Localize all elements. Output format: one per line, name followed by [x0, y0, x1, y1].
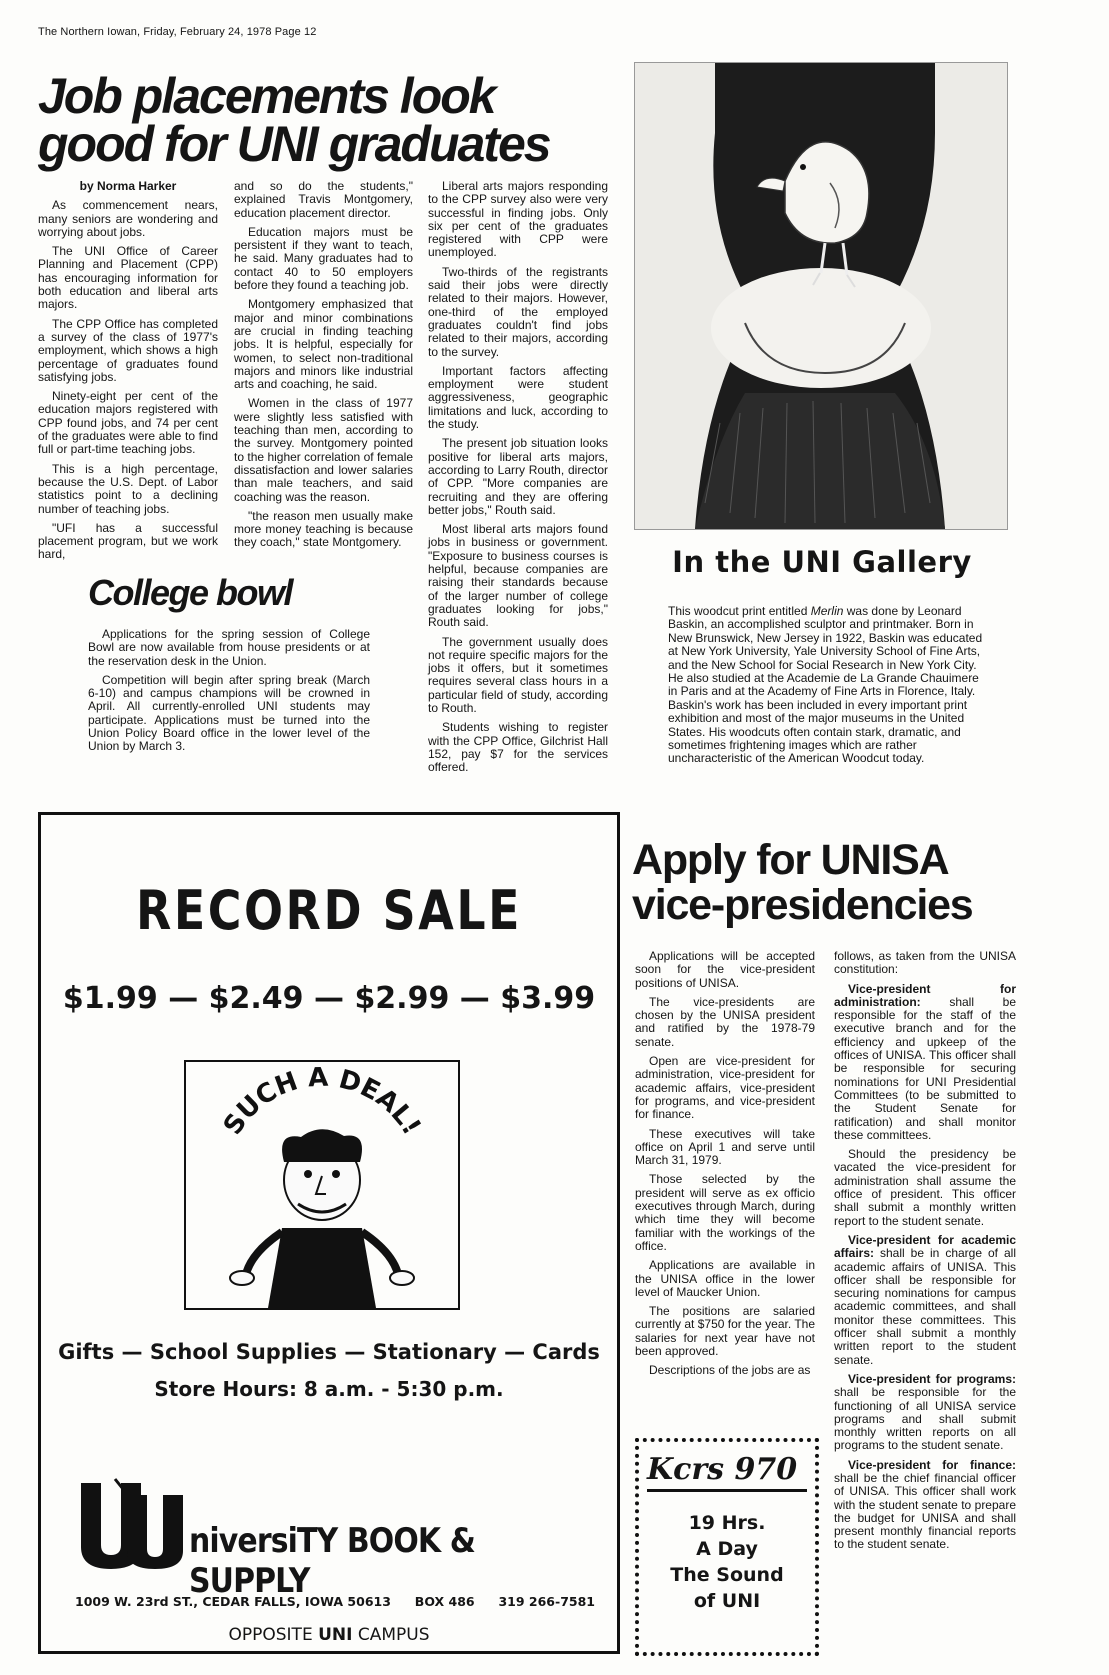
- paragraph: Women in the class of 1977 were slightly less satisfied with teaching than men, according to the survey. Montgomery pointed to the higher correlation of female dissatisfaction and lower salaries than male teachers, and said coaching was the reason.: [234, 396, 413, 504]
- store-box: BOX 486: [414, 1594, 475, 1609]
- paragraph: The government usually does not require specific majors for the jobs it offers, but it sometimes requires several class hours in a particular field of study, according to Routh.: [428, 634, 608, 715]
- cartoon-merchant-graphic: [186, 1062, 458, 1308]
- paragraph: Liberal arts majors responding to the CPP survey also were very successful in finding jobs. Only six per cent of the graduates registered with CPP were unemployed.: [428, 179, 608, 260]
- ad-products: Gifts — School Supplies — Stationary — Cards: [58, 1340, 600, 1364]
- paragraph: Applications are available in the UNISA office in the lower level of Maucker Union.: [635, 1258, 815, 1299]
- location-text: CAMPUS: [352, 1625, 430, 1645]
- store-phone: 319 266-7581: [498, 1594, 595, 1609]
- section-academic: [834, 1234, 1016, 1367]
- article-headline-unisa: [632, 838, 1072, 928]
- headline-line: Apply for UNISA: [632, 836, 949, 884]
- unisa-column-1: [635, 950, 815, 1384]
- section-text: shall be responsible for the functioning of all UNISA service programs and shall submit monthly written reports on all programs to the student senate.: [834, 1385, 1016, 1453]
- college-bowl-body: [88, 628, 370, 760]
- paragraph: Ninety-eight per cent of the education majors registered with CPP found jobs, and 74 per cent of the graduates were able to find full or part-time teaching jobs.: [38, 389, 218, 457]
- caption-text: was done by Leonard Baskin, an accomplished sculptor and printmaker. Born in New Brunswick, New Jersey in 1922, Baskin was educated at New York University, Yale University School of Fine Arts, and the New School for Social Research in New York City. He also studied at the Academie de La Grande Chauimere in Paris and at the Academy of Fine Arts in Florence, Italy. Baskin's work has been included in every important print exhibition and most of the major museums in the United States. His woodcuts often contain stark, dramatic, and sometimes frightening images which are rather uncharacteristic of the American Woodcut today.: [668, 604, 983, 766]
- kcrs-logo: Kcrs 970: [647, 1452, 807, 1492]
- paragraph: The vice-presidents are chosen by the UNISA president and ratified by the 1978-79 senate.: [635, 994, 815, 1049]
- paragraph: Montgomery emphasized that major and minor combinations are crucial in finding teaching jobs. It is helpful, especially for women, to select non-traditional majors and minors like industrial arts and coaching, he said.: [234, 297, 413, 392]
- jobs-column-2: [234, 180, 413, 556]
- section-text: shall be responsible for the staff of the executive branch and for the efficiency and upkeep of the offices of UNISA. This officer shall be responsible for securing nominations for UNI Presidential Committees (to be submitted to the Student Senate for ratification) and shall monitor these committees.: [834, 994, 1016, 1142]
- paragraph: follows, as taken from the UNISA constitution:: [834, 949, 1016, 977]
- section-label: Vice-president for programs:: [848, 1371, 1016, 1386]
- ad-prices: $1.99 — $2.49 — $2.99 — $3.99: [62, 981, 596, 1016]
- section-text: shall be in charge of all academic affairs of UNISA. This officer shall be responsible for securing nominations for campus academic committees, and shall monitor these committees. This officer shall submit a monthly written report to the student senate.: [834, 1246, 1016, 1367]
- caption-text: This woodcut print entitled: [668, 604, 811, 618]
- section-programs: [834, 1373, 1016, 1453]
- paragraph: and so do the students," explained Travis Montgomery, education placement director.: [234, 179, 413, 220]
- section-label: Vice-president for academic affairs:: [834, 1232, 1016, 1261]
- paragraph: Important factors affecting employment were student aggressiveness, geographic limitations and luck, according to the study.: [428, 363, 608, 432]
- paragraph: Open are vice-president for administration, vice-president for academic affairs, vice-president for programs, and vice-president for finance.: [635, 1054, 815, 1122]
- jobs-column-1: [38, 180, 218, 568]
- paragraph: Applications for the spring session of College Bowl are now available from house presidents or at the reservation desk in the Union.: [88, 627, 370, 668]
- paragraph: Competition will begin after spring break (March 6-10) and campus champions will be crowned in April. All currently-enrolled UNI students may participate. Applications must be turned into the Union Policy Board office in the lower level of the Union by March 3.: [88, 672, 370, 754]
- section-admin-continued: [834, 1148, 1016, 1228]
- ad-store-hours: Store Hours: 8 a.m. - 5:30 p.m.: [154, 1377, 504, 1401]
- location-uni: UNI: [318, 1625, 353, 1645]
- paragraph: "the reason men usually make more money teaching is because they coach," state Montgomery.: [234, 508, 413, 550]
- woodcut-illustration: [635, 63, 1007, 529]
- university-book-supply-logo: [75, 1475, 193, 1571]
- page-folio: The Northern Iowan, Friday, February 24, 1978 Page 12: [38, 26, 317, 38]
- paragraph: Those selected by the president will serve as ex officio executives through March, during which time they will become familiar with the workings of the office.: [635, 1172, 815, 1253]
- section-label: Vice-president for finance:: [848, 1457, 1016, 1472]
- slogan-line: of UNI: [693, 1590, 761, 1612]
- kcrs-slogan: [639, 1510, 815, 1614]
- location-text: OPPOSITE: [228, 1625, 319, 1645]
- headline-line: vice-presidencies: [632, 881, 973, 929]
- store-address-line: [75, 1594, 595, 1609]
- slogan-line: The Sound: [670, 1564, 784, 1586]
- section-admin: [834, 983, 1016, 1143]
- store-name: niversiTY BOOK & SUPPLY: [189, 1521, 475, 1601]
- section-finance: [834, 1459, 1016, 1552]
- unisa-column-2: [834, 950, 1016, 1558]
- gallery-caption: [668, 605, 988, 766]
- section-text: Should the presidency be vacated the vice-president for administration shall assume the office of president. This officer shall submit a monthly written report to the student senate.: [834, 1147, 1016, 1228]
- paragraph: As commencement nears, many seniors are wondering and worrying about jobs.: [38, 198, 218, 239]
- deal-text: SUCH A DEAL!: [217, 1062, 427, 1141]
- ad-headline: RECORD SALE: [135, 879, 523, 942]
- paragraph: The CPP Office has completed a survey of the class of 1977's employment, which shows a high percentage of graduates found satisfying jobs.: [38, 316, 218, 384]
- store-location-note: [41, 1625, 617, 1645]
- paragraph: This is a high percentage, because the U.S. Dept. of Labor statistics point to a declining number of teaching jobs.: [38, 461, 218, 516]
- paragraph: Education majors must be persistent if they want to teach, he said. Many graduates had to contact 40 to 50 employers before they found a teaching job.: [234, 224, 413, 293]
- section-label: Vice-president for administration:: [834, 981, 1016, 1009]
- slogan-line: A Day: [696, 1538, 758, 1560]
- section-text: shall be the chief financial officer of UNISA. This officer shall work with the student senate to prepare the budget for UNISA and shall present monthly financial reports to the student senate.: [834, 1470, 1016, 1552]
- store-address: 1009 W. 23rd ST., CEDAR FALLS, IOWA 50613: [75, 1594, 391, 1609]
- slogan-line: 19 Hrs.: [688, 1512, 766, 1534]
- paragraph: Two-thirds of the registrants said their jobs were directly related to their majors. However, one-third of the employed graduates couldn't find jobs related to their majors, according to the survey.: [428, 264, 608, 359]
- such-a-deal-illustration: [184, 1060, 460, 1310]
- artwork-title: Merlin: [810, 604, 844, 618]
- gallery-title: In the UNI Gallery: [672, 545, 972, 579]
- kcrs-radio-advertisement: [635, 1438, 819, 1656]
- article-headline-college-bowl: College bowl: [88, 572, 293, 613]
- jobs-column-3: [428, 180, 608, 780]
- paragraph: The positions are salaried currently at $750 for the year. The salaries for next year have not been approved.: [635, 1304, 815, 1359]
- article-headline-jobs: Job placements look good for UNI graduates: [38, 68, 550, 172]
- paragraph: These executives will take office on April 1 and serve until March 31, 1979.: [635, 1126, 815, 1168]
- paragraph: The present job situation looks positive for liberal arts majors, according to Larry Routh, director of CPP. "More companies are recruiting and they are offering better jobs," Routh said.: [428, 436, 608, 517]
- record-sale-advertisement: [38, 812, 620, 1654]
- merlin-woodcut-image: [634, 62, 1008, 530]
- paragraph: "UFI has a successful placement program, but we work hard,: [38, 520, 218, 562]
- paragraph: Applications will be accepted soon for the vice-president positions of UNISA.: [635, 949, 815, 990]
- paragraph: The UNI Office of Career Planning and Placement (CPP) has encouraging information for both education and liberal arts majors.: [38, 244, 218, 312]
- paragraph: Students wishing to register with the CPP Office, Gilchrist Hall 152, pay $7 for the services offered.: [428, 720, 608, 775]
- paragraph: Most liberal arts majors found jobs in business or government. "Exposure to business courses is helpful, because companies are raising their standards because of the larger number of college graduates looking for jobs," Routh said.: [428, 522, 608, 630]
- byline: by Norma Harker: [79, 179, 177, 193]
- paragraph: Descriptions of the jobs are as: [649, 1363, 811, 1378]
